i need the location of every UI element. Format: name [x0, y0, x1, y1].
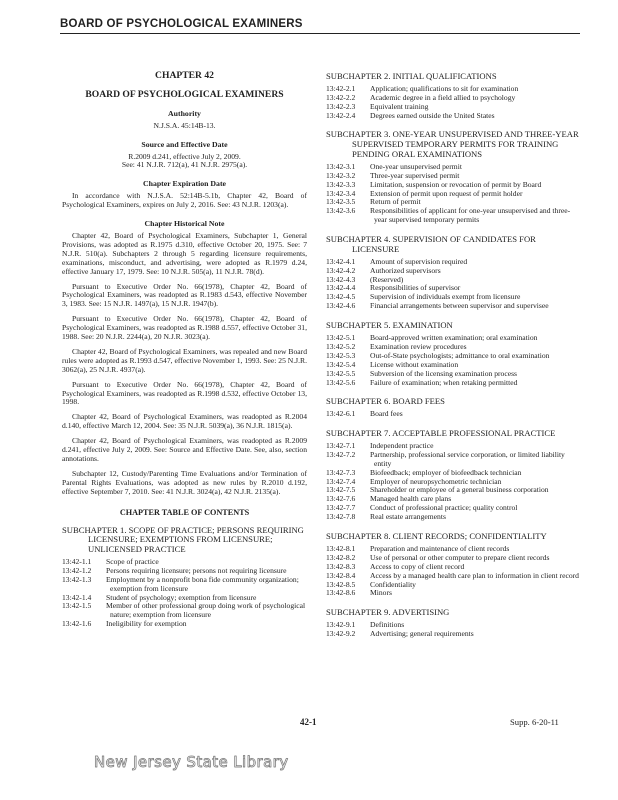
- section-title: Independent practice: [370, 440, 434, 450]
- library-watermark: New Jersey State Library: [94, 753, 289, 771]
- toc-list: [62, 558, 307, 629]
- toc-entry: [326, 267, 581, 276]
- toc-list: [326, 410, 581, 419]
- history-heading: Chapter Historical Note: [144, 219, 225, 229]
- history-paragraph: Pursuant to Executive Order No. 66(1978), Chapter 42, Board of Psychological Examiners, was readopted as R.1988 d.557, effective October 31, 1988. See: 20 N.J.R. 2244(a), 20 N.J.R. 3023(a).: [62, 314, 307, 342]
- section-number: 13:42-2.4: [326, 110, 356, 120]
- section-title: Ineligibility for exemption: [106, 619, 187, 629]
- history-paragraph: Subchapter 12, Custody/Parenting Time Evaluations and/or Termination of Parental Rights Evaluations, was adopted as new rules by R.2010 d.192, effective September 7, 2010. See: 41 N.J.R. 3024(a), 42 N.J.R. 2135(a).: [62, 468, 307, 496]
- supplement-date: Supp. 6-20-11: [510, 717, 559, 727]
- section-title: Shareholder or employee of a general business corporation: [370, 485, 549, 495]
- section-title: Equivalent training: [370, 101, 429, 111]
- section-title: Board-approved written examination; oral examination: [370, 332, 538, 342]
- section-number: 13:42-3.5: [326, 197, 356, 207]
- subchapter-heading: SUBCHAPTER 9. ADVERTISING: [326, 607, 450, 618]
- section-title: Student of psychology; exemption from licensure: [106, 592, 257, 602]
- section-title: Examination review procedures: [370, 341, 467, 351]
- section-title: One-year unsupervised permit: [370, 161, 462, 171]
- section-title: Subversion of the licensing examination process: [370, 368, 517, 378]
- source-heading: Source and Effective Date: [141, 139, 228, 149]
- section-title: Partnership, professional service corporation, or limited liability entity: [370, 449, 565, 468]
- toc-entry: [326, 451, 581, 469]
- toc-entry: [326, 630, 581, 639]
- toc-entry: [326, 589, 581, 598]
- section-title: Biofeedback; employer of biofeedback technician: [370, 467, 522, 477]
- section-number: 13:42-4.3: [326, 274, 356, 284]
- toc-entry: [326, 410, 581, 419]
- history-paragraph: Pursuant to Executive Order No. 66(1978), Chapter 42, Board of Psychological Examiners, was readopted as R.1983 d.543, effective November 3, 1983. See: 15 N.J.R. 1497(a), 15 N.J.R. 1947(b).: [62, 281, 307, 309]
- section-number: 13:42-2.1: [326, 83, 356, 93]
- section-number: 13:42-8.3: [326, 561, 356, 571]
- source-line: See: 41 N.J.R. 712(a), 41 N.J.R. 2975(a).: [121, 160, 248, 170]
- section-title: Access to copy of client record: [370, 561, 465, 571]
- section-title: Amount of supervision required: [370, 256, 468, 266]
- section-number: 13:42-3.6: [326, 206, 356, 216]
- section-number: 13:42-1.2: [62, 565, 92, 575]
- section-title: Real estate arrangements: [370, 512, 446, 522]
- page-number: 42-1: [300, 717, 317, 727]
- page-header-title: BOARD OF PSYCHOLOGICAL EXAMINERS: [60, 18, 303, 30]
- section-number: 13:42-3.4: [326, 188, 356, 198]
- section-title: Advertising; general requirements: [370, 629, 474, 639]
- right-column: [326, 72, 581, 639]
- section-number: 13:42-4.4: [326, 283, 356, 293]
- toc-entry: [326, 94, 581, 103]
- toc-list: [326, 258, 581, 311]
- section-number: 13:42-8.1: [326, 543, 356, 553]
- toc-entry: [326, 207, 581, 225]
- section-number: 13:42-3.3: [326, 179, 356, 189]
- toc-entry: [326, 190, 581, 199]
- toc-entry: [62, 620, 307, 629]
- subchapter-heading: SUBCHAPTER 3. ONE-YEAR UNSUPERVISED AND THREE-YEAR SUPERVISED TEMPORARY PERMITS FOR TRAINING PENDING ORAL EXAMINATIONS: [326, 129, 579, 160]
- authority-text: N.J.S.A. 45:14B-13.: [153, 120, 216, 130]
- subchapter-heading: SUBCHAPTER 4. SUPERVISION OF CANDIDATES FOR LICENSURE: [326, 234, 536, 254]
- section-title: (Reserved): [370, 274, 404, 284]
- section-title: Minors: [370, 588, 392, 598]
- section-number: 13:42-1.5: [62, 601, 92, 611]
- subchapter-heading: SUBCHAPTER 7. ACCEPTABLE PROFESSIONAL PRACTICE: [326, 428, 556, 439]
- section-title: Conduct of professional practice; quality control: [370, 503, 518, 513]
- section-title: Responsibilities of supervisor: [370, 283, 461, 293]
- toc-entry: [326, 513, 581, 522]
- section-title: Scope of practice: [106, 556, 159, 566]
- toc-list: [326, 85, 581, 121]
- section-number: 13:42-2.3: [326, 101, 356, 111]
- history-paragraph: Chapter 42, Board of Psychological Examiners, was readopted as R.2004 d.140, effective March 12, 2004. See: 35 N.J.R. 5039(a), 36 N.J.R. 1815(a).: [62, 412, 307, 431]
- subchapter-heading: SUBCHAPTER 5. EXAMINATION: [326, 320, 453, 331]
- section-number: 13:42-1.3: [62, 574, 92, 584]
- toc-entry: [326, 486, 581, 495]
- section-title: Financial arrangements between supervisor and supervisee: [370, 301, 549, 311]
- subchapter-heading: SUBCHAPTER 6. BOARD FEES: [326, 396, 445, 407]
- subchapter-heading: SUBCHAPTER 1. SCOPE OF PRACTICE; PERSONS REQUIRING LICENSURE; EXEMPTIONS FROM LICENSURE; UNLICENSED PRACTICE: [62, 524, 304, 555]
- toc-heading: CHAPTER TABLE OF CONTENTS: [119, 507, 250, 517]
- section-number: 13:42-4.1: [326, 256, 356, 266]
- toc-entry: [326, 504, 581, 513]
- toc-entry: [326, 302, 581, 311]
- section-number: 13:42-7.2: [326, 449, 356, 459]
- toc-entry: [326, 572, 581, 581]
- section-title: Supervision of individuals exempt from licensure: [370, 292, 521, 302]
- section-title: Application; qualifications to sit for examination: [370, 83, 519, 93]
- section-title: Out-of-State psychologists; admittance to oral examination: [370, 350, 550, 360]
- toc-list: [326, 163, 581, 225]
- section-title: Board fees: [370, 409, 403, 419]
- section-number: 13:42-1.6: [62, 619, 92, 629]
- section-title: Extension of permit upon request of permit holder: [370, 188, 523, 198]
- chapter-number: CHAPTER 42: [155, 70, 214, 81]
- toc-entry: [326, 112, 581, 121]
- section-title: Confidentiality: [370, 579, 416, 589]
- toc-entry: [326, 581, 581, 590]
- section-title: License without examination: [370, 359, 459, 369]
- section-title: Three-year supervised permit: [370, 170, 460, 180]
- section-number: 13:42-3.1: [326, 161, 356, 171]
- section-number: 13:42-5.1: [326, 332, 356, 342]
- section-title: Definitions: [370, 620, 405, 630]
- expiration-heading: Chapter Expiration Date: [142, 179, 227, 189]
- section-number: 13:42-7.6: [326, 494, 356, 504]
- section-title: Persons requiring licensure; persons not requiring licensure: [106, 565, 287, 575]
- section-number: 13:42-5.3: [326, 350, 356, 360]
- history-paragraph: Chapter 42, Board of Psychological Examiners, was repealed and new Board rules were adopted as R.1993 d.547, effective November 1, 1993. See: 25 N.J.R. 3062(a), 25 N.J.R. 4937(a).: [62, 346, 307, 374]
- section-number: 13:42-7.5: [326, 485, 356, 495]
- section-title: Access by a managed health care plan to information in client record: [370, 570, 579, 580]
- section-number: 13:42-4.6: [326, 301, 356, 311]
- toc-list: [326, 545, 581, 598]
- section-number: 13:42-4.2: [326, 265, 356, 275]
- history-paragraph: Chapter 42, Board of Psychological Examiners, was readopted as R.2009 d.241, effective July 2, 2009. See: Source and Effective Date. See, also, section annotations.: [62, 436, 307, 463]
- section-number: 13:42-4.5: [326, 292, 356, 302]
- history-paragraph: Pursuant to Executive Order No. 66(1978), Chapter 42, Board of Psychological Examiners, was readopted as R.1998 d.532, effective October 13, 1998.: [62, 379, 307, 407]
- section-number: 13:42-5.4: [326, 359, 356, 369]
- section-number: 13:42-5.6: [326, 377, 356, 387]
- section-title: Limitation, suspension or revocation of permit by Board: [370, 179, 542, 189]
- authority-heading: Authority: [168, 108, 201, 118]
- history-paragraph: Chapter 42, Board of Psychological Examiners, Subchapter 1, General Provisions, was adopted as R.1975 d.310, effective October 20, 1975. See: 7 N.J.R. 510(a). Subchapters 2 through 5 regarding licensure requirements, examinations, misconduct, and advertising, were adopted as R.1979 d.24, effective January 17, 1979. See: 10 N.J.R. 505(a), 11 N.J.R. 78(d).: [62, 230, 307, 276]
- section-number: 13:42-5.2: [326, 341, 356, 351]
- section-title: Degrees earned outside the United States: [370, 110, 495, 120]
- section-title: Employment by a nonprofit bona fide community organization; exemption from licensure: [106, 574, 299, 593]
- section-title: Member of other professional group doing work of psychological nature; exemption from licensure: [106, 601, 306, 620]
- section-number: 13:42-9.1: [326, 620, 356, 630]
- toc-entry: [326, 379, 581, 388]
- section-number: 13:42-8.6: [326, 588, 356, 598]
- section-number: 13:42-9.2: [326, 629, 356, 639]
- section-number: 13:42-8.4: [326, 570, 356, 580]
- section-number: 13:42-7.1: [326, 440, 356, 450]
- section-title: Failure of examination; when retaking permitted: [370, 377, 518, 387]
- section-number: 13:42-7.7: [326, 503, 356, 513]
- expiration-text: In accordance with N.J.S.A. 52:14B-5.1b, Chapter 42, Board of Psychological Examiners, expires on July 2, 2016. See: 43 N.J.R. 1203(a).: [62, 191, 307, 210]
- section-number: 13:42-7.4: [326, 476, 356, 486]
- source-line: R.2009 d.241, effective July 2, 2009.: [128, 151, 241, 161]
- section-number: 13:42-1.4: [62, 592, 92, 602]
- section-title: Preparation and maintenance of client records: [370, 543, 510, 553]
- toc-entry: [62, 576, 307, 594]
- section-number: 13:42-1.1: [62, 556, 92, 566]
- toc-list: [326, 621, 581, 639]
- section-title: Use of personal or other computer to prepare client records: [370, 552, 550, 562]
- section-number: 13:42-3.2: [326, 170, 356, 180]
- section-number: 13:42-7.3: [326, 467, 356, 477]
- section-title: Employer of neuropsychometric technician: [370, 476, 502, 486]
- section-title: Managed health care plans: [370, 494, 452, 504]
- section-title: Responsibilities of applicant for one-year unsupervised and three-year supervised temporary permits: [370, 206, 571, 225]
- section-number: 13:42-8.5: [326, 579, 356, 589]
- section-number: 13:42-2.2: [326, 92, 356, 102]
- section-number: 13:42-8.2: [326, 552, 356, 562]
- header-rule: [60, 33, 580, 34]
- section-title: Academic degree in a field allied to psychology: [370, 92, 516, 102]
- toc-list: [326, 442, 581, 522]
- section-number: 13:42-5.5: [326, 368, 356, 378]
- subchapter-heading: SUBCHAPTER 8. CLIENT RECORDS; CONFIDENTIALITY: [326, 531, 547, 542]
- left-column: [62, 72, 307, 629]
- subchapter-heading: SUBCHAPTER 2. INITIAL QUALIFICATIONS: [326, 71, 497, 81]
- section-number: 13:42-6.1: [326, 409, 356, 419]
- toc-list: [326, 334, 581, 387]
- toc-entry: [62, 602, 307, 620]
- section-title: Return of permit: [370, 197, 421, 207]
- section-title: Authorized supervisors: [370, 265, 441, 275]
- chapter-name: BOARD OF PSYCHOLOGICAL EXAMINERS: [85, 88, 284, 100]
- section-number: 13:42-7.8: [326, 512, 356, 522]
- toc-entry: [326, 258, 581, 267]
